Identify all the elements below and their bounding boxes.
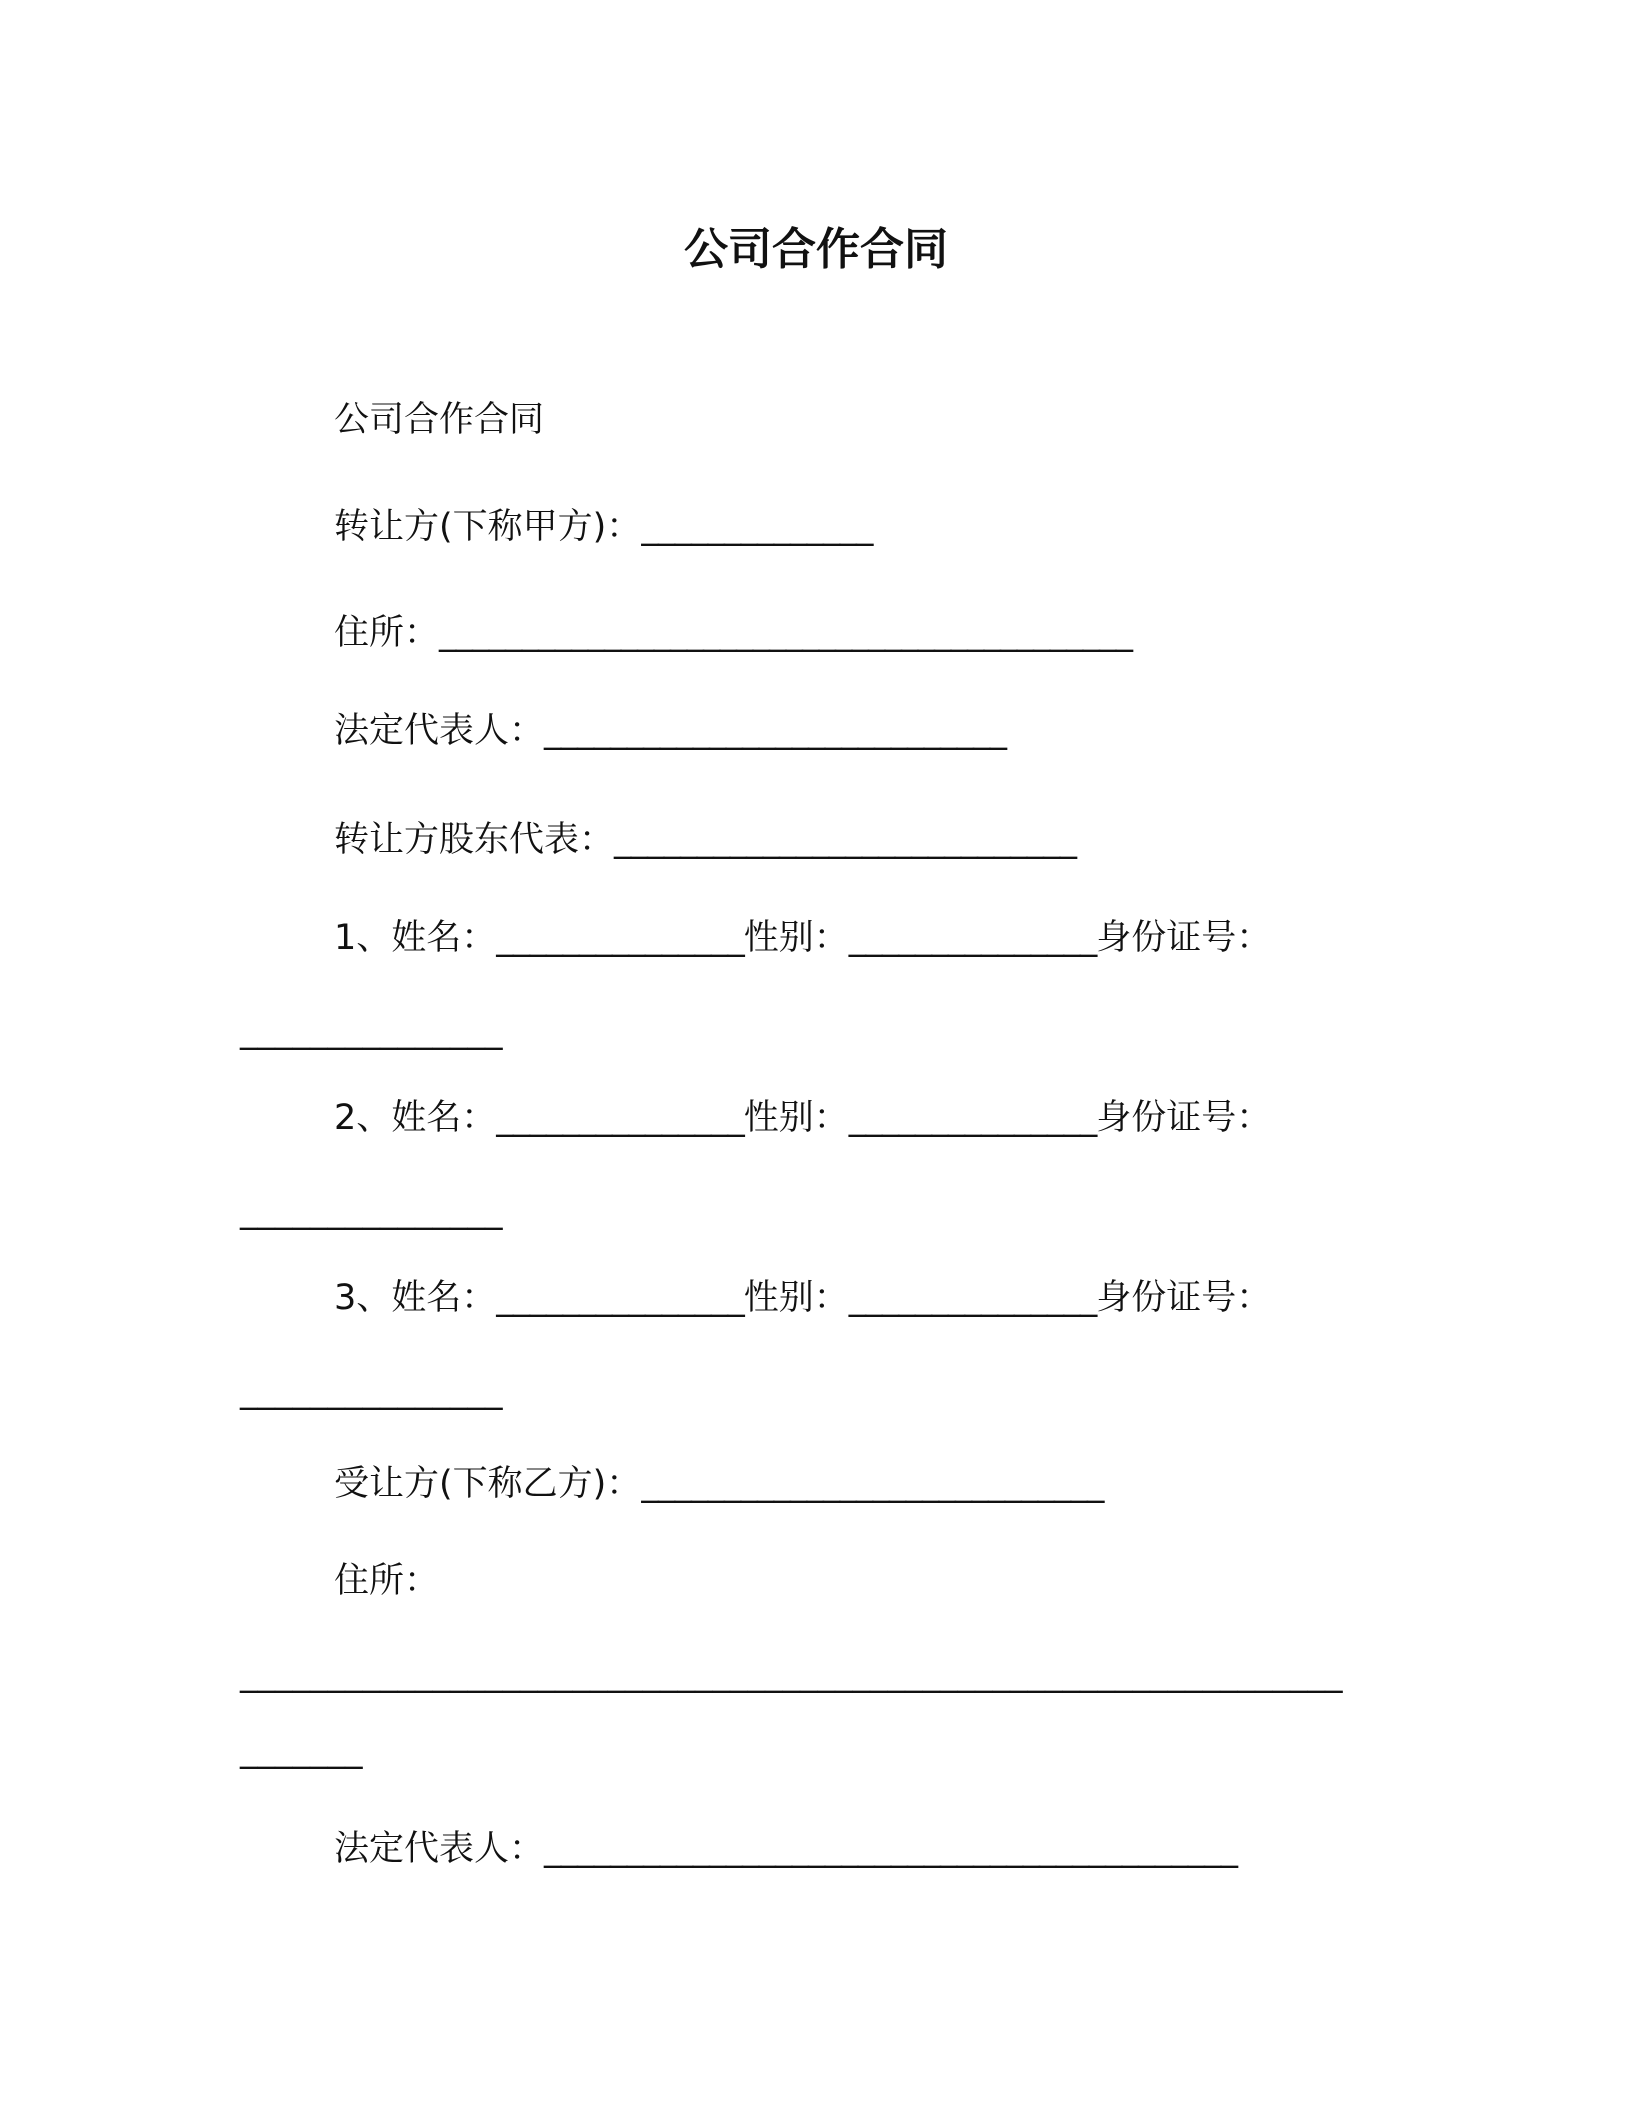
transferor-row: [334, 504, 872, 550]
shareholder-row-3: [334, 1275, 1271, 1321]
transferor-shareholder-rep-row: [334, 817, 1076, 863]
transferee-address-label: 住所：: [334, 1561, 440, 1601]
transferor-legal-rep-row: [334, 708, 1006, 754]
transferee-address-blank-line2: _______: [240, 1730, 363, 1770]
shareholder-name-label: 3、姓名：: [334, 1278, 497, 1318]
shareholder-id-blank-3: _______________: [240, 1371, 503, 1411]
document-subtitle: 公司合作合同: [334, 400, 545, 440]
document-title: 公司合作合同: [684, 224, 948, 275]
shareholder-name-blank: _______________: [496, 918, 744, 958]
shareholder-row-1: [334, 915, 1271, 961]
transferor-address-label: 住所：: [334, 613, 440, 653]
shareholder-id-blank-2: _______________: [240, 1191, 503, 1231]
shareholder-id-blank-1: _______________: [240, 1011, 503, 1051]
transferor-legal-rep-blank: ____________________________: [544, 711, 1007, 751]
shareholder-name-blank: _______________: [496, 1278, 744, 1318]
shareholder-name-label: 1、姓名：: [334, 918, 497, 958]
transferee-label: 受让方(下称乙方)：: [334, 1464, 642, 1504]
transferor-shareholder-rep-label: 转让方股东代表：: [334, 820, 615, 860]
shareholder-id-label: 身份证号：: [1096, 1098, 1272, 1138]
shareholder-id-label: 身份证号：: [1096, 1278, 1272, 1318]
shareholder-name-label: 2、姓名：: [334, 1098, 497, 1138]
shareholder-gender-label: 性别：: [743, 1098, 849, 1138]
transferee-row: [334, 1461, 1103, 1507]
transferor-blank: ______________: [641, 507, 873, 547]
transferor-address-row: [334, 610, 1132, 656]
shareholder-row-2: [334, 1095, 1271, 1141]
transferor-shareholder-rep-blank: ____________________________: [614, 820, 1077, 860]
transferee-address-blank-line1: _______________________________________________________________: [240, 1654, 1343, 1694]
transferee-blank: ____________________________: [641, 1464, 1104, 1504]
shareholder-name-blank: _______________: [496, 1098, 744, 1138]
shareholder-gender-blank: _______________: [848, 918, 1097, 958]
shareholder-gender-label: 性别：: [743, 918, 849, 958]
shareholder-id-label: 身份证号：: [1096, 918, 1272, 958]
transferee-legal-rep-label: 法定代表人：: [334, 1829, 545, 1869]
shareholder-gender-blank: _______________: [848, 1278, 1097, 1318]
transferor-label: 转让方(下称甲方)：: [334, 507, 642, 547]
transferee-legal-rep-row: [334, 1826, 1237, 1872]
transferor-legal-rep-label: 法定代表人：: [334, 711, 545, 751]
transferee-legal-rep-blank: __________________________________________: [544, 1829, 1238, 1869]
transferor-address-blank: __________________________________________: [439, 613, 1133, 653]
shareholder-gender-label: 性别：: [743, 1278, 849, 1318]
shareholder-gender-blank: _______________: [848, 1098, 1097, 1138]
